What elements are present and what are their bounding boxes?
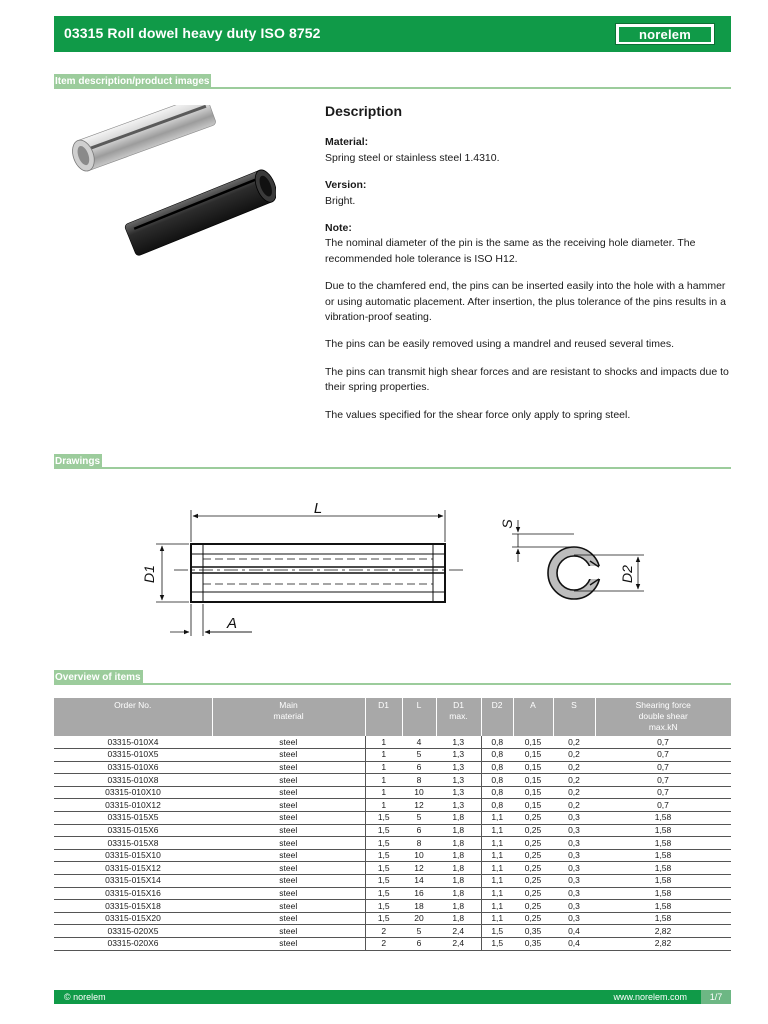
table-cell: 12	[402, 799, 436, 812]
table-cell: 03315-020X6	[54, 938, 212, 951]
table-cell: 1	[365, 786, 402, 799]
table-cell: steel	[212, 736, 365, 749]
section-overview-label: Overview of items	[55, 672, 141, 683]
note-paragraph: The nominal diameter of the pin is the same as the receiving hole diameter. The recommended hole tolerance is ISO H12.	[325, 237, 696, 265]
table-cell: 0,7	[595, 786, 731, 799]
table-cell: 1,5	[365, 837, 402, 850]
table-cell: 0,2	[553, 786, 595, 799]
table-row[interactable]	[54, 887, 731, 900]
table-cell: 1,58	[595, 812, 731, 825]
table-cell: steel	[212, 849, 365, 862]
table-cell: steel	[212, 912, 365, 925]
table-row[interactable]	[54, 837, 731, 850]
table-cell: 12	[402, 862, 436, 875]
table-cell: 1,1	[481, 912, 513, 925]
table-cell: steel	[212, 887, 365, 900]
table-cell: 0,25	[513, 900, 553, 913]
table-cell: steel	[212, 786, 365, 799]
items-table	[54, 698, 731, 951]
table-cell: 1,8	[436, 900, 481, 913]
table-cell: 0,15	[513, 736, 553, 749]
table-cell: 0,25	[513, 875, 553, 888]
material-label: Material:	[325, 136, 369, 149]
table-cell: 0,2	[553, 761, 595, 774]
table-cell: 1,1	[481, 849, 513, 862]
table-cell: 1,5	[365, 875, 402, 888]
table-cell: 16	[402, 887, 436, 900]
table-row[interactable]	[54, 862, 731, 875]
page-header	[54, 16, 731, 52]
table-cell: 0,3	[553, 824, 595, 837]
table-cell: 1,3	[436, 749, 481, 762]
table-cell: 0,3	[553, 887, 595, 900]
table-cell: 03315-015X14	[54, 875, 212, 888]
table-cell: 1,5	[365, 824, 402, 837]
table-cell: steel	[212, 774, 365, 787]
table-cell: 20	[402, 912, 436, 925]
table-cell: 03315-010X6	[54, 761, 212, 774]
note-paragraph: The values specified for the shear force only apply to spring steel.	[325, 408, 631, 421]
note-paragraph: The pins can transmit high shear forces and are resistant to shocks and impacts due to their spring properties.	[325, 365, 729, 394]
table-cell: 1,8	[436, 887, 481, 900]
note-label: Note:	[325, 222, 352, 235]
label-L: L	[313, 500, 323, 517]
section-item-description	[54, 74, 731, 89]
table-cell: steel	[212, 875, 365, 888]
table-cell: 1,5	[365, 900, 402, 913]
table-cell: 1,58	[595, 824, 731, 837]
table-cell: 0,3	[553, 849, 595, 862]
table-cell: 1,8	[436, 824, 481, 837]
table-cell: 1,1	[481, 900, 513, 913]
note-paragraph: Due to the chamfered end, the pins can be inserted easily into the hole with a hammer or using automatic placement. After insertion, the plus tolerance of the pins results in a vibration-proof seating.	[325, 280, 726, 324]
table-cell: 1,5	[365, 849, 402, 862]
table-row[interactable]	[54, 736, 731, 749]
version-group	[325, 178, 733, 209]
table-cell: 0,8	[481, 799, 513, 812]
table-cell: 1	[365, 774, 402, 787]
table-row[interactable]	[54, 749, 731, 762]
table-cell: 03315-015X10	[54, 849, 212, 862]
column-header: S	[553, 698, 595, 736]
table-cell: 0,8	[481, 786, 513, 799]
table-row[interactable]	[54, 875, 731, 888]
table-cell: 0,2	[553, 749, 595, 762]
table-cell: 1,58	[595, 875, 731, 888]
table-cell: 0,7	[595, 799, 731, 812]
table-cell: 1,1	[481, 875, 513, 888]
table-body	[54, 736, 731, 950]
table-cell: 1,1	[481, 812, 513, 825]
table-cell: 0,3	[553, 837, 595, 850]
table-cell: 1,1	[481, 824, 513, 837]
version-text: Bright.	[325, 194, 356, 207]
table-cell: 1,5	[365, 862, 402, 875]
table-cell: 0,2	[553, 736, 595, 749]
table-cell: 1,3	[436, 786, 481, 799]
table-cell: 2,4	[436, 938, 481, 951]
table-cell: steel	[212, 799, 365, 812]
table-cell: steel	[212, 938, 365, 951]
technical-drawing	[134, 484, 654, 650]
table-cell: 2	[365, 938, 402, 951]
note-paragraph: The pins can be easily removed using a mandrel and reused several times.	[325, 338, 675, 351]
table-cell: 10	[402, 786, 436, 799]
table-cell: 03315-010X5	[54, 749, 212, 762]
table-cell: 1,1	[481, 837, 513, 850]
table-row[interactable]	[54, 812, 731, 825]
table-cell: steel	[212, 837, 365, 850]
table-cell: 0,7	[595, 774, 731, 787]
table-cell: 03315-010X8	[54, 774, 212, 787]
table-cell: steel	[212, 925, 365, 938]
table-cell: 5	[402, 749, 436, 762]
table-cell: 0,8	[481, 774, 513, 787]
table-cell: 03315-010X4	[54, 736, 212, 749]
table-row[interactable]	[54, 900, 731, 913]
table-cell: 0,8	[481, 736, 513, 749]
table-cell: 1,58	[595, 912, 731, 925]
table-cell: 1	[365, 799, 402, 812]
table-cell: 2,4	[436, 925, 481, 938]
table-cell: steel	[212, 749, 365, 762]
table-cell: 18	[402, 900, 436, 913]
table-cell: 03315-015X16	[54, 887, 212, 900]
table-row[interactable]	[54, 761, 731, 774]
table-cell: 1,8	[436, 875, 481, 888]
table-cell: 03315-015X12	[54, 862, 212, 875]
table-cell: 1,58	[595, 900, 731, 913]
table-cell: 0,3	[553, 862, 595, 875]
table-cell: 1,8	[436, 812, 481, 825]
table-cell: 0,25	[513, 887, 553, 900]
table-cell: 1	[365, 761, 402, 774]
table-cell: 0,3	[553, 900, 595, 913]
section-item-description-label: Item description/product images	[55, 76, 210, 87]
table-cell: 0,25	[513, 824, 553, 837]
table-cell: steel	[212, 862, 365, 875]
black-pin-image	[124, 167, 276, 257]
table-cell: 2,82	[595, 938, 731, 951]
table-cell: 1,5	[481, 938, 513, 951]
table-cell: 1	[365, 736, 402, 749]
table-cell: 0,15	[513, 786, 553, 799]
table-cell: 6	[402, 761, 436, 774]
description-title: Description	[325, 103, 403, 119]
table-cell: 0,3	[553, 875, 595, 888]
table-cell: 03315-010X12	[54, 799, 212, 812]
table-header-row	[54, 698, 731, 736]
table-row[interactable]	[54, 824, 731, 837]
table-cell: 1,5	[365, 887, 402, 900]
dimension-D1	[156, 544, 189, 602]
table-cell: 0,35	[513, 925, 553, 938]
table-cell: 1,58	[595, 862, 731, 875]
column-header: D1 max.	[436, 698, 481, 736]
table-row[interactable]	[54, 938, 731, 951]
section-drawings-label: Drawings	[55, 456, 101, 467]
page-title: 03315 Roll dowel heavy duty ISO 8752	[64, 25, 321, 41]
column-header: A	[513, 698, 553, 736]
table-cell: 0,35	[513, 938, 553, 951]
logo-text: norelem	[619, 27, 711, 42]
table-cell: 0,3	[553, 912, 595, 925]
table-cell: 2	[365, 925, 402, 938]
table-row[interactable]	[54, 786, 731, 799]
table-row[interactable]	[54, 774, 731, 787]
table-cell: steel	[212, 824, 365, 837]
material-group	[325, 135, 733, 166]
table-cell: 0,15	[513, 774, 553, 787]
table-cell: 03315-015X8	[54, 837, 212, 850]
table-cell: 0,2	[553, 799, 595, 812]
dimension-A	[170, 604, 252, 636]
pin-side-view	[174, 544, 464, 602]
table-cell: steel	[212, 812, 365, 825]
table-cell: 0,8	[481, 749, 513, 762]
table-cell: 0,8	[481, 761, 513, 774]
table-cell: 1	[365, 749, 402, 762]
table-cell: 0,7	[595, 749, 731, 762]
table-cell: 03315-015X20	[54, 912, 212, 925]
table-cell: 0,7	[595, 736, 731, 749]
table-cell: 8	[402, 774, 436, 787]
table-cell: 1,3	[436, 761, 481, 774]
copyright-text: © norelem	[64, 992, 106, 1002]
table-cell: 0,25	[513, 862, 553, 875]
table-row[interactable]	[54, 925, 731, 938]
silver-pin-image	[69, 105, 217, 174]
table-cell: 0,25	[513, 837, 553, 850]
table-cell: 1,3	[436, 774, 481, 787]
website-link[interactable]: www.norelem.com	[613, 992, 687, 1002]
table-cell: 1,5	[481, 925, 513, 938]
table-cell: 1,8	[436, 862, 481, 875]
table-row[interactable]	[54, 912, 731, 925]
table-cell: 5	[402, 812, 436, 825]
column-header: D1	[365, 698, 402, 736]
table-row[interactable]	[54, 849, 731, 862]
label-S: S	[499, 519, 515, 529]
table-cell: 1,58	[595, 849, 731, 862]
label-D2: D2	[619, 565, 635, 583]
column-header: Order No.	[54, 698, 212, 736]
page-footer	[54, 990, 731, 1004]
table-cell: 03315-020X5	[54, 925, 212, 938]
table-cell: 0,15	[513, 761, 553, 774]
section-drawings	[54, 454, 731, 469]
section-overview	[54, 670, 731, 685]
table-cell: 1,8	[436, 912, 481, 925]
table-cell: 0,2	[553, 774, 595, 787]
table-cell: 10	[402, 849, 436, 862]
table-cell: 1,8	[436, 849, 481, 862]
description-panel	[325, 104, 733, 435]
table-cell: 8	[402, 837, 436, 850]
table-cell: 03315-010X10	[54, 786, 212, 799]
table-cell: 0,4	[553, 938, 595, 951]
table-cell: 1,5	[365, 912, 402, 925]
table-cell: 1,58	[595, 887, 731, 900]
table-cell: 0,7	[595, 761, 731, 774]
table-row[interactable]	[54, 799, 731, 812]
table-cell: 2,82	[595, 925, 731, 938]
table-cell: 1,1	[481, 862, 513, 875]
column-header: D2	[481, 698, 513, 736]
table-cell: 0,25	[513, 912, 553, 925]
table-cell: 0,15	[513, 749, 553, 762]
version-label: Version:	[325, 179, 367, 192]
table-cell: 0,15	[513, 799, 553, 812]
table-cell: 03315-015X5	[54, 812, 212, 825]
table-cell: 0,3	[553, 812, 595, 825]
table-cell: 0,25	[513, 812, 553, 825]
label-A: A	[226, 615, 238, 632]
table-cell: 1,1	[481, 887, 513, 900]
label-D1: D1	[141, 565, 157, 583]
table-cell: 0,25	[513, 849, 553, 862]
table-cell: 5	[402, 925, 436, 938]
table-cell: 1,3	[436, 736, 481, 749]
table-cell: 6	[402, 938, 436, 951]
table-cell: 1,5	[365, 812, 402, 825]
column-header: Shearing force double shear max.kN	[595, 698, 731, 736]
table-cell: 03315-015X6	[54, 824, 212, 837]
table-cell: 14	[402, 875, 436, 888]
column-header: L	[402, 698, 436, 736]
table-cell: steel	[212, 900, 365, 913]
table-cell: steel	[212, 761, 365, 774]
table-cell: 03315-015X18	[54, 900, 212, 913]
table-cell: 4	[402, 736, 436, 749]
table-cell: 1,3	[436, 799, 481, 812]
product-image	[54, 105, 276, 260]
table-cell: 1,58	[595, 837, 731, 850]
column-header: Main material	[212, 698, 365, 736]
table-cell: 0,4	[553, 925, 595, 938]
material-text: Spring steel or stainless steel 1.4310.	[325, 151, 500, 164]
table-cell: 1,8	[436, 837, 481, 850]
table-cell: 6	[402, 824, 436, 837]
page-number: 1/7	[701, 990, 731, 1004]
norelem-logo	[615, 23, 715, 45]
